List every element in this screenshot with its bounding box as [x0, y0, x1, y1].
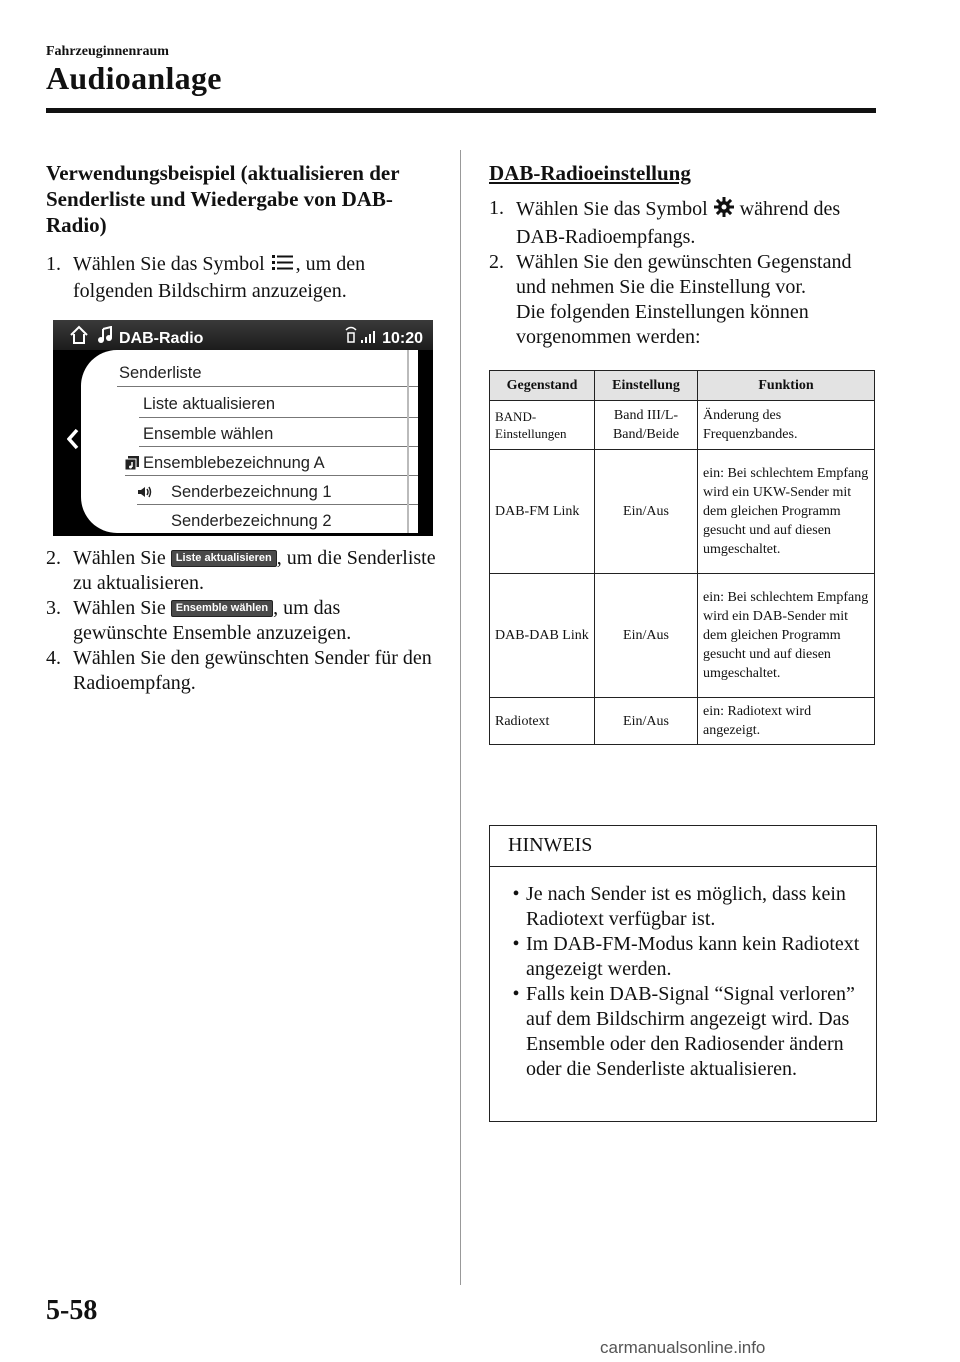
note-title: HINWEIS — [508, 834, 593, 856]
table-cell: DAB-DAB Link — [490, 574, 595, 698]
list-item[interactable]: Senderliste — [117, 356, 419, 387]
music-note-icon — [97, 326, 113, 351]
back-arrow-icon[interactable] — [67, 428, 79, 457]
signal-icon — [343, 324, 377, 353]
ensemble-icon — [125, 453, 139, 478]
left-column — [46, 160, 438, 696]
watermark: carmanualsonline.info — [600, 1338, 766, 1357]
column-header: Funktion — [698, 371, 875, 401]
note-item: • Falls kein DAB-Signal “Signal verloren” auf dem Bildschirm angezeigt wird. Das Ensemble oder den Radiosender ändern oder die Senderliste aktualisieren. — [512, 983, 855, 1080]
table-cell: ein: Radiotext wird angezeigt. — [698, 698, 875, 745]
settings-step-1: 1. Wählen Sie das Symbol während des DAB-Radioempfangs. — [489, 197, 841, 248]
list-item[interactable]: Ensemble wählen — [139, 418, 419, 447]
section-kicker: Fahrzeuginnenraum — [46, 44, 169, 59]
column-divider — [460, 150, 461, 1285]
dab-radio-screenshot — [53, 320, 433, 536]
note-divider — [490, 866, 876, 867]
table-row — [490, 401, 875, 450]
screen-list-panel — [81, 350, 419, 533]
screen-clock: 10:20 — [382, 330, 423, 347]
table-cell: Änderung des Frequenzbandes. — [698, 401, 875, 450]
usage-example-heading: Verwendungsbeispiel (aktualisieren der Senderliste und Wiedergabe von DAB-Radio) — [46, 161, 400, 237]
screen-status-bar — [53, 320, 433, 350]
dab-settings-heading: DAB-Radioeinstellung — [489, 161, 691, 185]
step-4: 4. Wählen Sie den gewünschten Sender für den Radioempfang. — [46, 647, 432, 694]
header-divider — [46, 108, 876, 113]
speaker-icon — [137, 482, 153, 507]
settings-step-2: 2. Wählen Sie den gewünschten Gegenstand und nehmen Sie die Einstellung vor. Die folgenden Einstellungen können vorgenommen werden: — [489, 251, 852, 348]
table-cell: BAND-Einstellungen — [490, 401, 595, 450]
table-header-row — [490, 371, 875, 401]
step-list — [46, 252, 438, 696]
table-cell: Ein/Aus — [595, 450, 698, 574]
table-row — [490, 450, 875, 574]
scrollbar[interactable] — [407, 350, 409, 533]
gear-icon — [713, 196, 735, 225]
table-cell: Ein/Aus — [595, 574, 698, 698]
step-1: 1. Wählen Sie das Symbol , um den folgenden Bildschirm anzuzeigen. — [46, 253, 366, 302]
settings-step-list — [489, 196, 877, 350]
table-cell: ein: Bei schlechtem Empfang wird ein UKW-Sender mit dem gleichen Programm gesucht und auf diesen umgeschaltet. — [698, 450, 875, 574]
note-box — [489, 825, 877, 1122]
step-3: 3. Wählen Sie Ensemble wählen , um das gewünschte Ensemble anzuzeigen. — [46, 597, 352, 644]
right-column — [489, 160, 877, 745]
table-cell: Ein/Aus — [595, 698, 698, 745]
column-header: Gegenstand — [490, 371, 595, 401]
note-item: • Im DAB-FM-Modus kann kein Radiotext angezeigt werden. — [512, 933, 860, 980]
table-cell: Band III/L-Band/Beide — [595, 401, 698, 450]
table-row — [490, 574, 875, 698]
column-header: Einstellung — [595, 371, 698, 401]
note-list — [506, 882, 861, 1082]
list-item[interactable]: Liste aktualisieren — [139, 387, 419, 418]
page-title: Audioanlage — [46, 60, 222, 96]
list-item[interactable]: Senderbezeichnung 2 — [171, 512, 332, 530]
list-item[interactable]: Senderbezeichnung 1 — [137, 476, 419, 505]
liste-aktualisieren-chip: Liste aktualisieren — [171, 550, 277, 567]
table-cell: Radiotext — [490, 698, 595, 745]
settings-table — [489, 370, 875, 745]
table-cell: DAB-FM Link — [490, 450, 595, 574]
ensemble-waehlen-chip: Ensemble wählen — [171, 600, 273, 617]
step-2: 2. Wählen Sie Liste aktualisieren , um die Senderliste zu aktualisieren. — [46, 547, 436, 594]
list-icon — [270, 252, 296, 279]
screen-title: DAB-Radio — [119, 330, 204, 347]
list-item[interactable]: Ensemblebezeichnung A — [125, 447, 419, 476]
table-cell: ein: Bei schlechtem Empfang wird ein DAB-Sender mit dem gleichen Programm gesucht und auf diesen umgeschaltet. — [698, 574, 875, 698]
note-item: • Je nach Sender ist es möglich, dass kein Radiotext verfügbar ist. — [512, 883, 846, 930]
home-icon — [69, 325, 89, 352]
table-row — [490, 698, 875, 745]
page-number: 5-58 — [46, 1295, 98, 1326]
